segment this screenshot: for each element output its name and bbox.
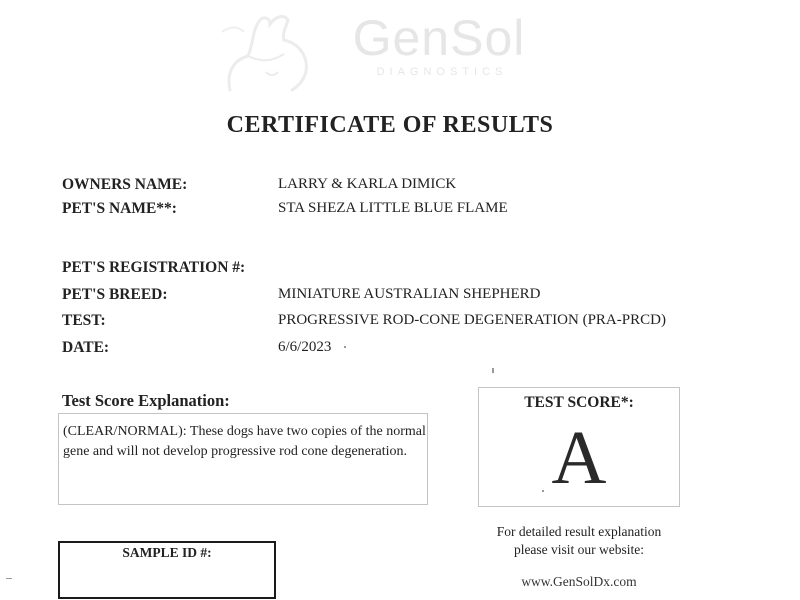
- explanation-box: [58, 413, 428, 505]
- sample-id-box: [58, 541, 276, 599]
- owners-name-label: OWNERS NAME:: [62, 176, 188, 193]
- website-note-line1: For detailed result explanation: [496, 524, 662, 539]
- logo-tagline: DIAGNOSTICS: [376, 66, 508, 78]
- pets-name-value: STA SHEZA LITTLE BLUE FLAME: [278, 200, 508, 216]
- test-score-value: A: [551, 416, 607, 500]
- website-url[interactable]: www.GenSolDx.com: [521, 574, 637, 589]
- test-score-box: [478, 387, 680, 507]
- scan-speck: [6, 578, 12, 579]
- test-score-label: TEST SCORE*:: [524, 394, 634, 411]
- logo-name: GenSol: [352, 10, 526, 66]
- website-note-line2: please visit our website:: [513, 542, 645, 557]
- test-value: PROGRESSIVE ROD-CONE DEGENERATION (PRA-PRCD): [278, 312, 666, 328]
- date-label: DATE:: [62, 339, 110, 356]
- breed-label: PET'S BREED:: [62, 286, 168, 303]
- pets-name-label: PET'S NAME**:: [62, 200, 177, 217]
- certificate-title: CERTIFICATE OF RESULTS: [226, 112, 554, 138]
- dog-silhouette-icon: [208, 2, 326, 96]
- date-value: 6/6/2023: [278, 339, 332, 355]
- website-note: [478, 523, 680, 559]
- scan-speck: [344, 346, 346, 348]
- explanation-heading: Test Score Explanation:: [62, 391, 230, 410]
- scan-speck: [542, 490, 544, 492]
- gensol-logo: [330, 6, 540, 88]
- scan-speck: [492, 368, 494, 373]
- owners-name-value: LARRY & KARLA DIMICK: [278, 176, 457, 192]
- breed-value: MINIATURE AUSTRALIAN SHEPHERD: [278, 286, 541, 302]
- sample-id-label: SAMPLE ID #:: [122, 545, 212, 560]
- explanation-text: (CLEAR/NORMAL): These dogs have two copies of the normal gene and will not develop progressive rod cone degeneration.: [63, 424, 426, 459]
- test-label: TEST:: [62, 312, 106, 329]
- registration-label: PET'S REGISTRATION #:: [62, 259, 246, 276]
